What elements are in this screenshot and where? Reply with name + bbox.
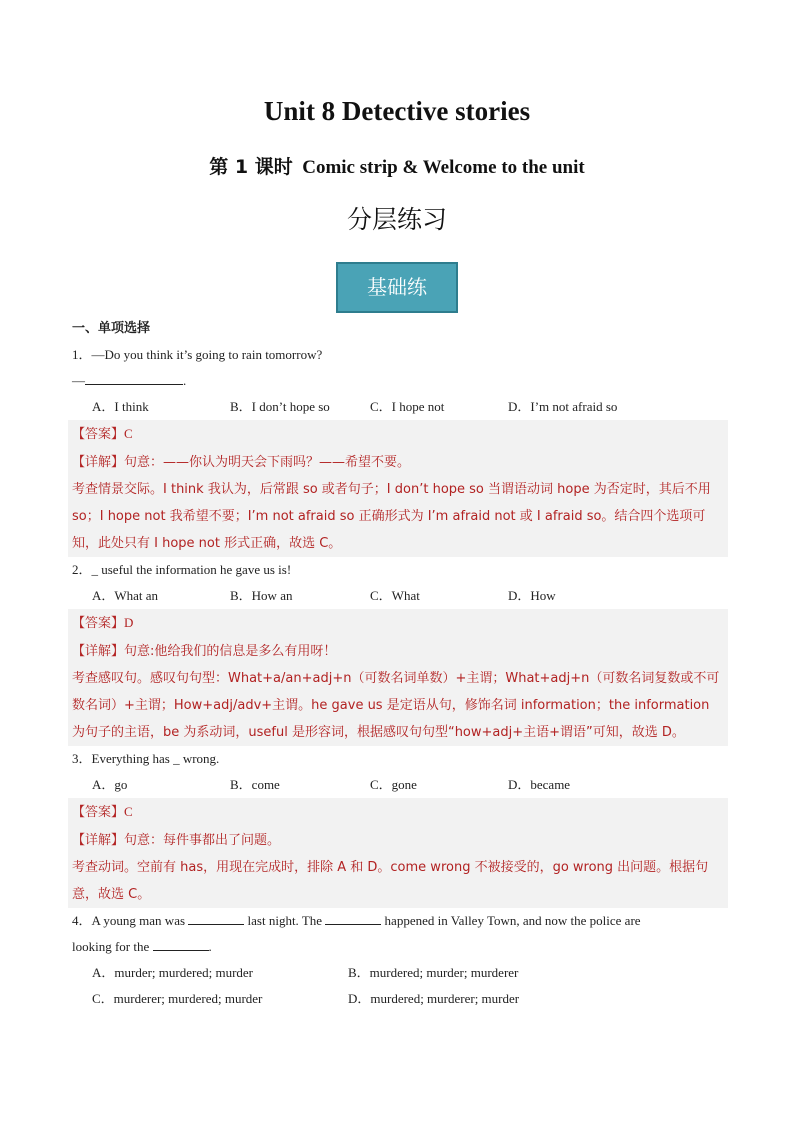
options-row bbox=[72, 986, 724, 1012]
detail-translation: 句意：——你认为明天会下雨吗？——希望不要。 bbox=[124, 455, 411, 470]
answer-blank bbox=[85, 370, 183, 385]
option-c: C．gone bbox=[370, 777, 417, 792]
detail-tag: 【详解】 bbox=[72, 455, 125, 470]
option-b: B．come bbox=[230, 777, 280, 792]
answer-line bbox=[72, 798, 724, 826]
detail-translation: 句意:他给我们的信息是多么有用呀！ bbox=[124, 644, 337, 659]
options-row bbox=[72, 583, 724, 609]
stem-part: 4．A young man was bbox=[72, 913, 186, 928]
dash: — bbox=[72, 373, 85, 388]
option-a: A．go bbox=[92, 777, 128, 792]
option-c: C．What bbox=[370, 588, 420, 603]
question-stem-line-2 bbox=[72, 368, 724, 394]
option-d: D．became bbox=[508, 777, 571, 792]
option-a: A．murder; murdered; murder bbox=[92, 965, 254, 980]
question-stem: 2．_ useful the information he gave us is! bbox=[72, 562, 292, 577]
option-b: B．How an bbox=[230, 588, 293, 603]
period: . bbox=[183, 373, 187, 388]
stem-part: looking for the bbox=[72, 939, 150, 954]
answer-tag: 【答案】 bbox=[72, 616, 125, 631]
option-c: C．murderer; murdered; murder bbox=[92, 991, 263, 1006]
question-stem-line-2 bbox=[72, 934, 724, 960]
level-badge: 基础练 bbox=[336, 262, 458, 313]
stem-part: happened in Valley Town, and now the police are bbox=[384, 913, 641, 928]
answer-line bbox=[72, 609, 724, 637]
options-row bbox=[72, 772, 724, 798]
options-row bbox=[72, 394, 724, 420]
detail-tag: 【详解】 bbox=[72, 833, 125, 848]
answer-blank bbox=[325, 910, 381, 925]
question-4 bbox=[72, 908, 724, 1012]
answer-block bbox=[68, 420, 728, 557]
detail-explanation: 考查情景交际。I think 我认为，后常跟 so 或者句子；I don’t hope so 当谓语动词 hope 为否定时，其后不用 so；I hope not 我希望不要；I’m not afraid so 正确形式为 I’m afraid not 或 I afraid so。结合四个选项可知，此处只有 I hope not 形式正确，故选 C。 bbox=[72, 482, 711, 551]
detail-line bbox=[72, 826, 724, 854]
answer-block bbox=[68, 798, 728, 908]
question-stem: 3．Everything has _ wrong. bbox=[72, 751, 220, 766]
answer-block bbox=[68, 609, 728, 746]
section-title: 分层练习 bbox=[346, 205, 447, 234]
unit-title: Unit 8 Detective stories bbox=[263, 96, 531, 126]
question-stem bbox=[72, 908, 724, 934]
option-a: A．What an bbox=[92, 588, 159, 603]
detail-tag: 【详解】 bbox=[72, 644, 125, 659]
question-1 bbox=[72, 342, 724, 557]
question-2 bbox=[72, 557, 724, 746]
detail-explanation: 考查动词。空前有 has，用现在完成时，排除 A 和 D。come wrong 不被接受的，go wrong 出问题。根据句意，故选 C。 bbox=[72, 860, 709, 902]
question-list bbox=[72, 342, 724, 1012]
answer-tag: 【答案】 bbox=[72, 805, 125, 820]
options-row bbox=[72, 960, 724, 986]
answer-value: D bbox=[124, 615, 134, 630]
option-b: B．murdered; murder; murderer bbox=[348, 965, 519, 980]
lesson-subtitle bbox=[0, 152, 794, 179]
answer-value: C bbox=[124, 804, 133, 819]
answer-blank bbox=[153, 936, 209, 951]
detail-translation: 句意：每件事都出了问题。 bbox=[124, 833, 281, 848]
detail-line bbox=[72, 637, 724, 665]
detail-explanation: 考查感叹句。感叹句句型：What+a/an+adj+n（可数名词单数）+主谓；What+adj+n（可数名词复数或不可数名词）+主谓；How+adj/adv+主谓。he gave us 是定语从句，修饰名词 information；the information 为句子的主语，be 为系动词，useful 是形容词，根据感叹句句型“how+adj+主语+谓语”可知，故选 D。 bbox=[72, 671, 720, 740]
detail-line bbox=[72, 448, 724, 476]
option-b: B．I don’t hope so bbox=[230, 399, 330, 414]
answer-value: C bbox=[124, 426, 133, 441]
answer-blank bbox=[188, 910, 244, 925]
lesson-name: Comic strip & Welcome to the unit bbox=[302, 157, 585, 178]
option-d: D．I’m not afraid so bbox=[508, 399, 618, 414]
stem-part: last night. The bbox=[247, 913, 323, 928]
question-3 bbox=[72, 746, 724, 908]
lesson-number: 第 1 课时 bbox=[209, 156, 293, 178]
option-d: D．murdered; murderer; murder bbox=[348, 991, 520, 1006]
answer-tag: 【答案】 bbox=[72, 427, 125, 442]
part-heading: 一、单项选择 bbox=[72, 321, 151, 336]
option-c: C．I hope not bbox=[370, 399, 445, 414]
question-stem: 1．—Do you think it’s going to rain tomorrow? bbox=[72, 347, 323, 362]
option-a: A．I think bbox=[92, 399, 149, 414]
answer-line bbox=[72, 420, 724, 448]
period: . bbox=[208, 939, 212, 954]
option-d: D．How bbox=[508, 588, 556, 603]
